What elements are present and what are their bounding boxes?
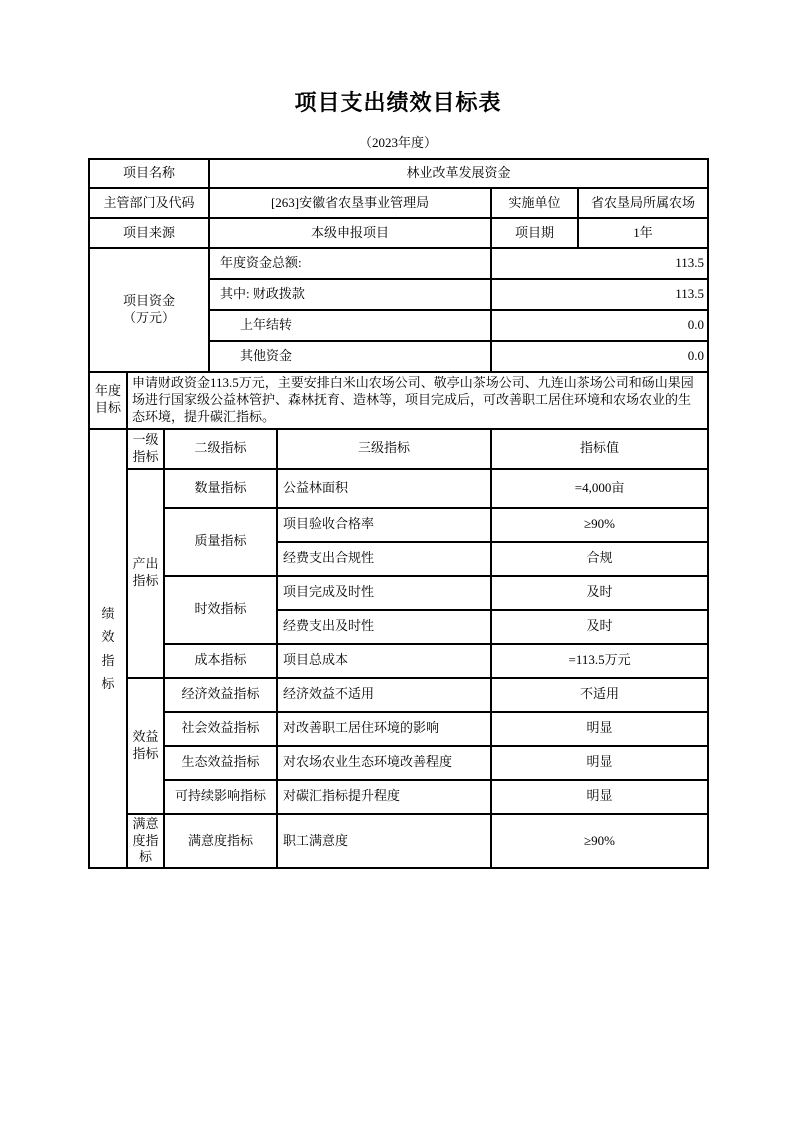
level3-acceptance-rate: 项目验收合格率 [277,508,491,542]
level3-total-cost: 项目总成本 [277,644,491,678]
level2-satisfaction: 满意度指标 [164,814,277,869]
level3-economic: 经济效益不适用 [277,678,491,712]
value-acceptance-rate: ≥90% [491,508,708,542]
project-name-value: 林业改革发展资金 [209,159,708,188]
department-value: [263]安徽省农垦事业管理局 [209,188,491,218]
level2-social: 社会效益指标 [164,712,277,746]
performance-target-table [88,158,709,869]
header-level3: 三级指标 [277,429,491,469]
funds-fiscal-label: 其中: 财政拨款 [209,279,491,310]
funds-other-label: 其他资金 [209,341,491,372]
level2-cost: 成本指标 [164,644,277,678]
row-project-name [89,159,708,188]
document-page [88,86,708,869]
annual-goal-label [89,372,127,429]
row-quantity [89,469,708,508]
source-value: 本级申报项目 [209,218,491,248]
row-sustainability [89,780,708,814]
funds-label-text: 项目资金（万元） [123,293,176,325]
row-quality-1 [89,508,708,542]
funds-carryover-label: 上年结转 [209,310,491,341]
row-annual-goal [89,372,708,429]
value-sustainability: 明显 [491,780,708,814]
value-forest-area: =4,000亩 [491,469,708,508]
level3-social: 对改善职工居住环境的影响 [277,712,491,746]
row-social-benefit [89,712,708,746]
level2-economic: 经济效益指标 [164,678,277,712]
funds-fiscal-value: 113.5 [491,279,708,310]
level3-forest-area: 公益林面积 [277,469,491,508]
group-satisfaction-label [127,814,164,869]
value-total-cost: =113.5万元 [491,644,708,678]
period-value: 1年 [578,218,708,248]
value-ecological: 明显 [491,746,708,780]
annual-goal-text: 申请财政资金113.5万元，主要安排白米山农场公司、敬亭山茶场公司、九连山茶场公司和砀山果园场进行国家级公益林管护、森林抚育、造林等，项目完成后，可改善职工居住环境和农场农业的生态环境，提升碳汇指标。 [127,372,708,429]
header-level1 [127,429,164,469]
value-expense-compliance: 合规 [491,542,708,576]
group-benefit-label [127,678,164,814]
indicators-group-label [89,429,127,869]
level3-staff-satisfaction: 职工满意度 [277,814,491,869]
level3-sustainability: 对碳汇指标提升程度 [277,780,491,814]
level2-timeliness: 时效指标 [164,576,277,644]
impl-unit-value: 省农垦局所属农场 [578,188,708,218]
level2-ecological: 生态效益指标 [164,746,277,780]
level3-expense-compliance: 经费支出合规性 [277,542,491,576]
row-cost [89,644,708,678]
page-title: 项目支出绩效目标表 [294,90,502,115]
row-funds-total [89,248,708,279]
value-completion-timeliness: 及时 [491,576,708,610]
annual-goal-label-text: 年度目标 [94,383,121,416]
funds-other-value: 0.0 [491,341,708,372]
group-benefit-label-text: 效益指标 [132,728,159,761]
level3-ecological: 对农场农业生态环境改善程度 [277,746,491,780]
group-output-label [127,469,164,678]
period-label: 项目期 [491,218,578,248]
level3-completion-timeliness: 项目完成及时性 [277,576,491,610]
level2-quantity: 数量指标 [164,469,277,508]
funds-total-value: 113.5 [491,248,708,279]
header-level2: 二级指标 [164,429,277,469]
row-timeliness-1 [89,576,708,610]
level2-sustainability: 可持续影响指标 [164,780,277,814]
source-label: 项目来源 [89,218,209,248]
row-ecological-benefit [89,746,708,780]
funds-carryover-value: 0.0 [491,310,708,341]
group-satisfaction-label-text: 满意度指标 [132,815,159,865]
header-level1-text: 一级指标 [132,431,159,464]
impl-unit-label: 实施单位 [491,188,578,218]
value-staff-satisfaction: ≥90% [491,814,708,869]
row-economic-benefit [89,678,708,712]
indicators-group-label-text: 绩效指标 [101,605,115,691]
group-output-label-text: 产出指标 [132,556,159,589]
department-label: 主管部门及代码 [89,188,209,218]
value-social: 明显 [491,712,708,746]
value-expense-timeliness: 及时 [491,610,708,644]
row-satisfaction [89,814,708,869]
row-source [89,218,708,248]
funds-label [89,248,209,372]
level2-quality: 质量指标 [164,508,277,576]
page-subtitle: （2023年度） [358,135,437,150]
row-department [89,188,708,218]
level3-expense-timeliness: 经费支出及时性 [277,610,491,644]
funds-total-label: 年度资金总额: [209,248,491,279]
header-value: 指标值 [491,429,708,469]
value-economic: 不适用 [491,678,708,712]
project-name-label: 项目名称 [89,159,209,188]
row-indicator-header [89,429,708,469]
